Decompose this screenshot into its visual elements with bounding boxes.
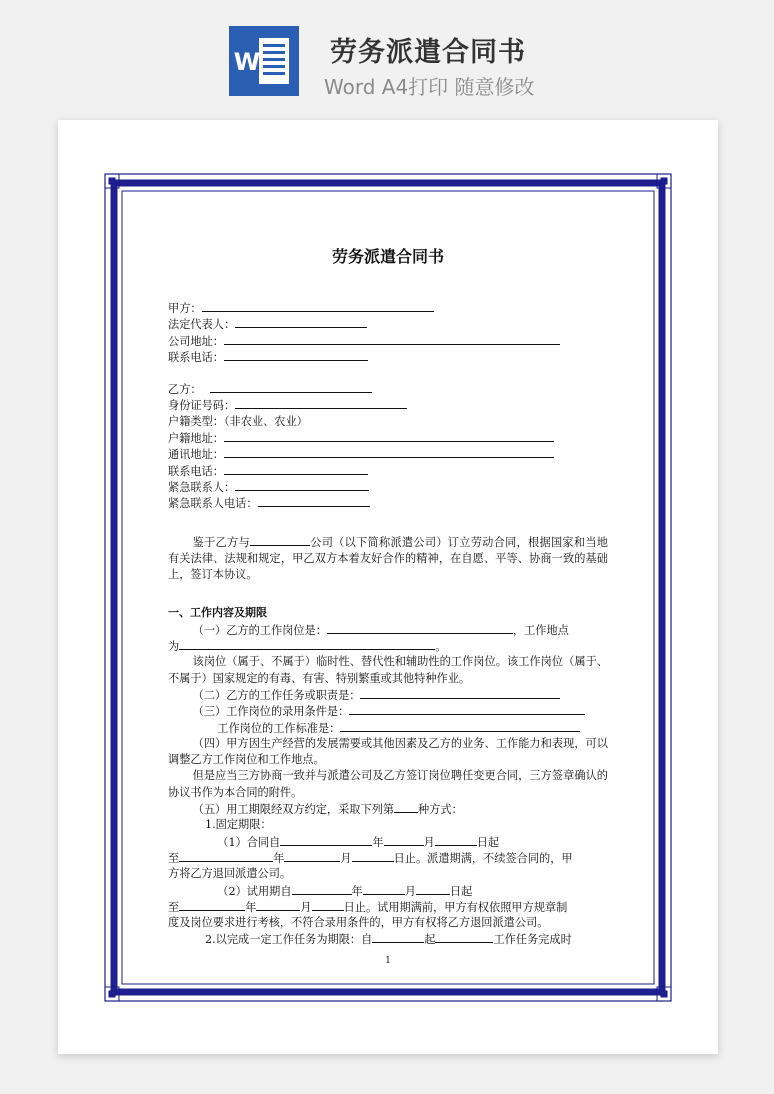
clause-term-method: （五）用工期限经双方约定，采取下列第 种方式： xyxy=(192,803,463,817)
field-party-b: 乙方： xyxy=(168,381,608,397)
word-document-icon xyxy=(229,26,299,96)
field-company-address: 公司地址： xyxy=(168,333,608,349)
field-emergency-contact: 紧急联系人： xyxy=(168,479,608,495)
document-page xyxy=(58,120,718,1054)
clause-assessment: 度及岗位要求进行考核，不符合录用条件的，甲方有权将乙方退回派遣公司。 xyxy=(168,916,549,930)
section-heading-1: 一、工作内容及期限 xyxy=(168,606,267,620)
clause-return: 方将乙方退回派遣公司。 xyxy=(168,867,292,881)
clause-probation-start: （2）试用期自 年 月 日起 xyxy=(217,884,473,898)
document-title: 劳务派遣合同书 xyxy=(331,247,444,266)
field-household-type: 户籍类型：（非农业、农业） xyxy=(168,414,308,428)
clause-fixed-term: 1.固定期限： xyxy=(204,818,272,832)
clause-hiring-conditions: （三）工作岗位的录用条件是： xyxy=(168,703,608,719)
clause-contract-end: 至 年 月 日止。派遣期满，不续签合同的，甲 xyxy=(168,851,573,865)
clause-position-nature: 该岗位（属于、不属于）临时性、替代性和辅助性的工作岗位。该工作岗位（属于、不属于）国家规定的有毒、有害、特别繁重或其他特种作业。 xyxy=(168,655,608,685)
banner-title: 劳务派遣合同书 xyxy=(330,37,526,68)
field-phone-a: 联系电话： xyxy=(168,349,608,365)
field-party-a: 甲方： xyxy=(168,300,608,316)
clause-position: （一）乙方的工作岗位是： ，工作地点 xyxy=(192,623,569,637)
clause-task-term: 2.以完成一定工作任务为期限：自 起 工作任务完成时 xyxy=(204,933,572,947)
field-phone-b: 联系电话： xyxy=(168,463,608,479)
field-household-address: 户籍地址： xyxy=(168,430,608,446)
header-banner xyxy=(0,0,774,118)
clause-adjustment: （四）甲方因生产经营的发展需要或其他因素及乙方的业务、工作能力和表现，可以调整乙方工作岗位和工作地点。 xyxy=(168,736,608,767)
clause-probation-end: 至 年 月 日止。试用期满前，甲方有权依照甲方规章制 xyxy=(168,900,568,914)
clause-work-standard: 工作岗位的工作标准是： xyxy=(168,720,608,736)
field-legal-rep: 法定代表人： xyxy=(168,316,608,332)
field-id-number: 身份证号码： xyxy=(168,397,608,413)
clause-consultation: 但是应当三方协商一致并与派遣公司及乙方签订岗位聘任变更合同，三方签章确认的协议书作为本合同的附件。 xyxy=(168,769,608,799)
clause-work-location: 为 。 xyxy=(168,640,447,654)
banner-subtitle: Word A4打印 随意修改 xyxy=(324,75,535,99)
intro-paragraph: 鉴于乙方与 公司（以下简称派遣公司）订立劳动合同，根据国家和当地有关法律、法规和规定，甲乙双方本着友好合作的精神，在自愿、平等、协商一致的基础上，签订本协议。 xyxy=(168,535,608,582)
clause-duties: （二）乙方的工作任务或职责是： xyxy=(168,687,608,703)
document-body xyxy=(168,300,608,948)
page-number: 1 xyxy=(385,956,391,966)
clause-contract-start: （1）合同自 年 月 日起 xyxy=(217,835,500,849)
svg-text:W: W xyxy=(233,48,261,76)
field-mailing-address: 通讯地址： xyxy=(168,446,608,462)
field-emergency-phone: 紧急联系人电话： xyxy=(168,495,608,511)
